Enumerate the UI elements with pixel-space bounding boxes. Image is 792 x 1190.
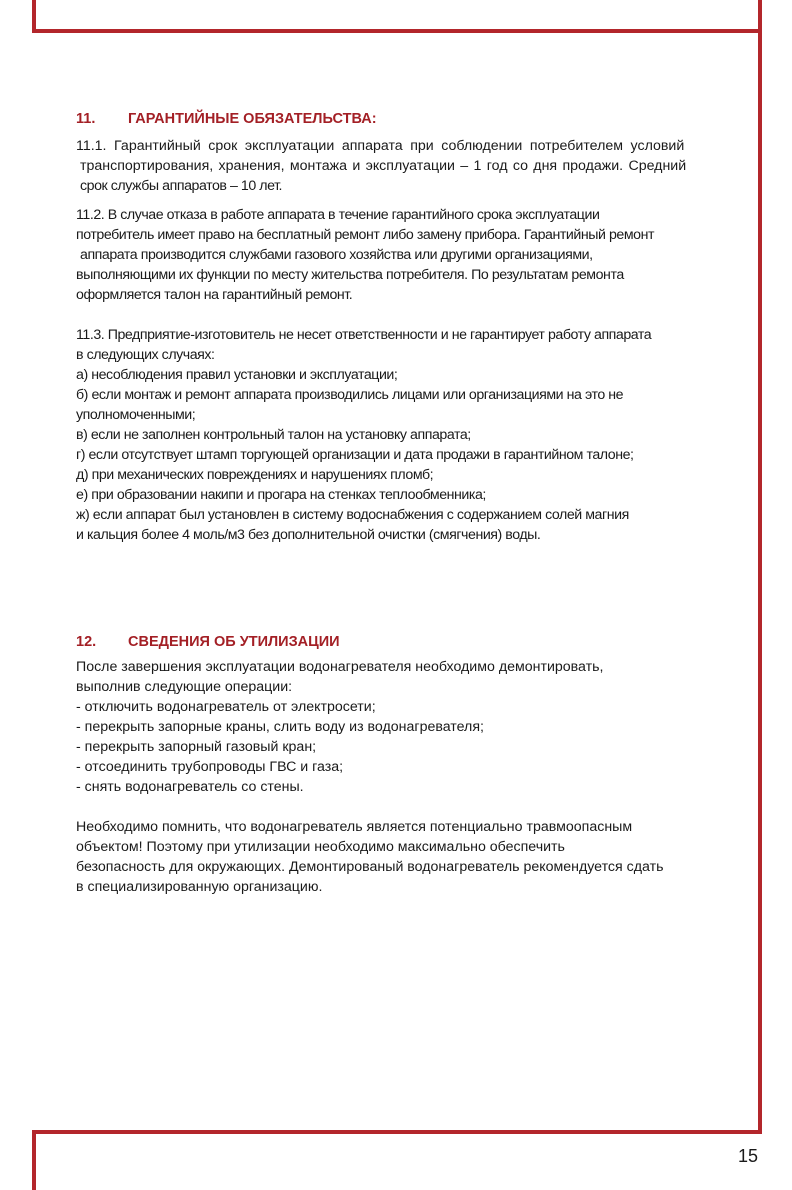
list-item: - перекрыть запорный газовый кран;	[76, 739, 317, 755]
text-line: оформляется талон на гарантийный ремонт.	[76, 287, 353, 303]
list-item: е) при образовании накипи и прогара на стенках теплообменника;	[76, 487, 486, 503]
list-item: и кальция более 4 моль/м3 без дополнительной очистки (смягчения) воды.	[76, 527, 541, 543]
list-item: б) если монтаж и ремонт аппарата производились лицами или организациями на это не	[76, 387, 624, 403]
section-11-number: 11.	[76, 111, 96, 127]
section-12-heading	[76, 631, 710, 653]
section-11-2-paragraph	[76, 205, 710, 305]
text-line: в следующих случаях:	[76, 347, 215, 363]
list-item: в) если не заполнен контрольный талон на установку аппарата;	[76, 427, 471, 443]
list-item: уполномоченными;	[76, 407, 196, 423]
text-line: Необходимо помнить, что водонагреватель является потенциально травмоопасным	[76, 819, 633, 835]
section-12-number: 12.	[76, 634, 97, 650]
text-line: 11.1. Гарантийный срок эксплуатации аппарата при соблюдении потребителем условий	[76, 138, 685, 154]
text-line: 11.3. Предприятие-изготовитель не несет ответственности и не гарантирует работу аппарата	[76, 327, 652, 343]
list-item: а) несоблюдения правил установки и эксплуатации;	[76, 367, 398, 383]
text-line: аппарата производится службами газового хозяйства или другими организациями,	[80, 247, 593, 263]
list-item: г) если отсутствует штамп торгующей организации и дата продажи в гарантийном талоне;	[76, 447, 634, 463]
text-line: выполняющими их функции по месту жительства потребителя. По результатам ремонта	[76, 267, 624, 283]
text-line: срок службы аппаратов – 10 лет.	[80, 178, 283, 194]
list-item: - отключить водонагреватель от электросети;	[76, 699, 376, 715]
text-line: После завершения эксплуатации водонагревателя необходимо демонтировать,	[76, 659, 604, 675]
section-11-1-paragraph	[76, 136, 710, 196]
page-frame-left-bottom	[32, 1130, 36, 1190]
page-frame-top	[32, 0, 762, 33]
list-item: д) при механических повреждениях и нарушениях пломб;	[76, 467, 434, 483]
page-frame-right	[758, 33, 762, 1133]
list-item: - снять водонагреватель со стены.	[76, 779, 304, 795]
text-line: в специализированную организацию.	[76, 879, 323, 895]
section-12-operations-paragraph	[76, 657, 710, 797]
page-number: 15	[738, 1146, 759, 1166]
section-12-title: СВЕДЕНИЯ ОБ УТИЛИЗАЦИИ	[128, 634, 340, 650]
section-12-warning-paragraph	[76, 817, 710, 897]
text-line: транспортирования, хранения, монтажа и эксплуатации – 1 год со дня продажи. Средний	[80, 158, 687, 174]
text-line: объектом! Поэтому при утилизации необходимо максимально обеспечить	[76, 839, 565, 855]
list-item: - перекрыть запорные краны, слить воду из водонагревателя;	[76, 719, 484, 735]
page-content	[76, 108, 710, 897]
section-11-3-paragraph	[76, 325, 710, 545]
page-frame-bottom	[32, 1130, 762, 1134]
text-line: потребитель имеет право на бесплатный ремонт либо замену прибора. Гарантийный ремонт	[76, 227, 655, 243]
list-item: - отсоединить трубопроводы ГВС и газа;	[76, 759, 344, 775]
section-11-title: ГАРАНТИЙНЫЕ ОБЯЗАТЕЛЬСТВА:	[128, 111, 377, 127]
text-line: 11.2. В случае отказа в работе аппарата в течение гарантийного срока эксплуатации	[76, 207, 600, 223]
text-line: безопасность для окружающих. Демонтированый водонагреватель рекомендуется сдать	[76, 859, 664, 875]
list-item: ж) если аппарат был установлен в систему водоснабжения с содержанием солей магния	[76, 507, 629, 523]
text-line: выполнив следующие операции:	[76, 679, 293, 695]
section-11-heading	[76, 108, 710, 130]
